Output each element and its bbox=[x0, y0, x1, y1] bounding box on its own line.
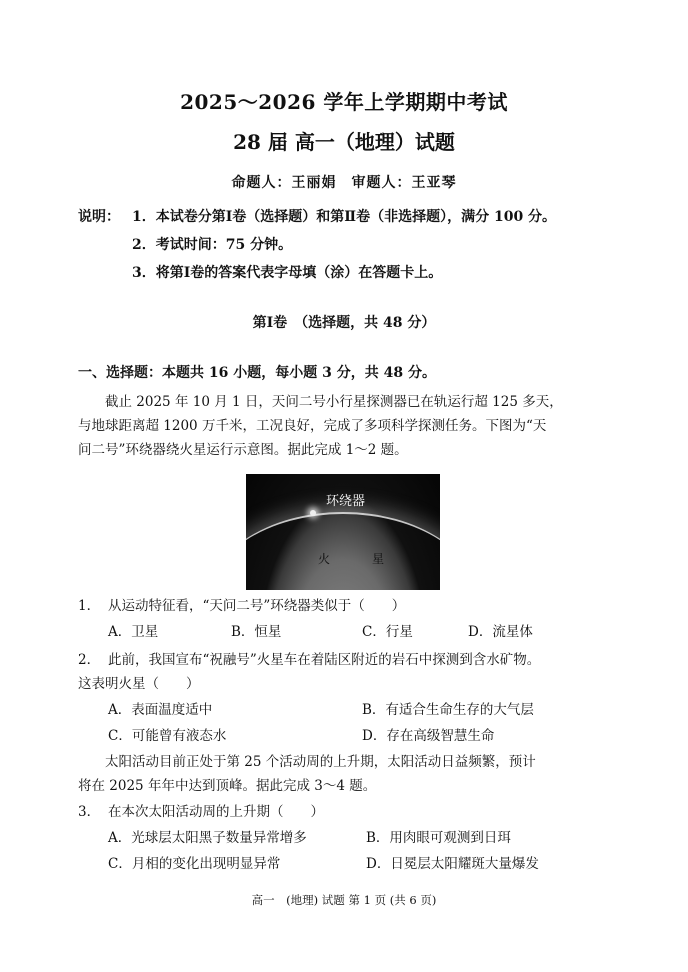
q3-option-d: D．日冕层太阳耀斑大量爆发 bbox=[366, 856, 539, 872]
q2-option-c: C．可能曾有液态水 bbox=[108, 728, 227, 744]
q1-option-b: B．恒星 bbox=[231, 624, 282, 640]
exam-authors: 命题人：王丽娟 审题人：王亚琴 bbox=[231, 175, 457, 191]
passage2-line1: 太阳活动目前正处于第 25 个活动周的上升期，太阳活动日益频繁，预计 bbox=[105, 754, 536, 770]
q1-option-c: C．行星 bbox=[362, 624, 413, 640]
q2-option-a: A．表面温度适中 bbox=[108, 702, 213, 718]
passage1-line3: 问二号”环绕器绕火星运行示意图。据此完成 1～2 题。 bbox=[78, 442, 408, 458]
q3-option-a: A．光球层太阳黑子数量异常增多 bbox=[108, 830, 307, 846]
part-title: 一、选择题：本题共 16 小题，每小题 3 分，共 48 分。 bbox=[78, 365, 436, 381]
section-heading: 第Ⅰ卷 （选择题，共 48 分） bbox=[252, 315, 436, 331]
orbiter-label: 环绕器 bbox=[326, 494, 366, 509]
exam-title: 2025～2026 学年上学期期中考试 bbox=[180, 90, 508, 114]
note-item-3: 3．将第Ⅰ卷的答案代表字母填（涂）在答题卡上。 bbox=[132, 265, 443, 281]
exam-subtitle: 28 届 高一（地理）试题 bbox=[233, 130, 455, 154]
q3-number: 3． bbox=[78, 804, 101, 820]
q1-number: 1． bbox=[78, 598, 101, 614]
mars-label-1: 火 bbox=[318, 552, 331, 566]
passage1-line2: 与地球距离超 1200 万千米，工况良好，完成了多项科学探测任务。下图为“天 bbox=[78, 418, 547, 434]
q3-option-c: C．月相的变化出现明显异常 bbox=[108, 856, 281, 872]
q2-stem-line1: 此前，我国宣布“祝融号”火星车在着陆区附近的岩石中探测到含水矿物。 bbox=[108, 652, 541, 668]
page-footer: 高一 (地理) 试题 第 1 页 (共 6 页) bbox=[251, 893, 437, 907]
orbiter-mars-figure bbox=[246, 474, 440, 590]
q2-option-d: D．存在高级智慧生命 bbox=[362, 728, 495, 744]
passage1-line1: 截止 2025 年 10 月 1 日，天问二号小行星探测器已在轨运行超 125 多天， bbox=[105, 394, 563, 410]
note-item-1: 1．本试卷分第Ⅰ卷（选择题）和第Ⅱ卷（非选择题），满分 100 分。 bbox=[132, 209, 557, 225]
mars-label-2: 星 bbox=[372, 552, 385, 566]
q1-option-a: A．卫星 bbox=[108, 624, 159, 640]
q3-stem: 在本次太阳活动周的上升期（ ） bbox=[108, 804, 324, 820]
q1-stem: 从运动特征看，“天问二号”环绕器类似于（ ） bbox=[108, 598, 406, 614]
mars-limb bbox=[246, 512, 440, 590]
note-item-2: 2．考试时间：75 分钟。 bbox=[132, 237, 293, 253]
q2-option-b: B．有适合生命生存的大气层 bbox=[362, 702, 534, 718]
q2-stem-line2: 这表明火星（ ） bbox=[78, 676, 200, 692]
q1-option-d: D．流星体 bbox=[468, 624, 533, 640]
q2-number: 2． bbox=[78, 652, 101, 668]
passage2-line2: 将在 2025 年年中达到顶峰。据此完成 3～4 题。 bbox=[78, 778, 377, 794]
notes-label: 说明： bbox=[78, 209, 120, 225]
q3-option-b: B．用肉眼可观测到日珥 bbox=[366, 830, 511, 846]
orbiter-dot bbox=[310, 510, 316, 516]
